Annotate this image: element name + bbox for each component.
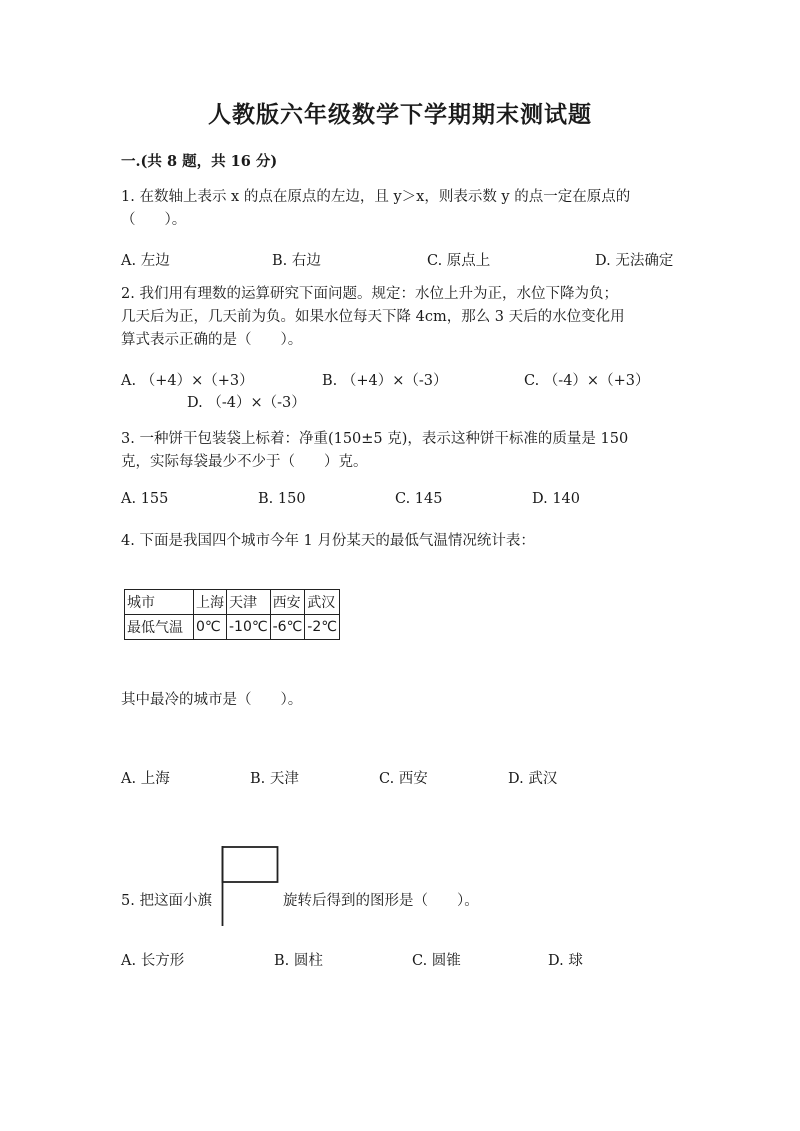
q4-option-b: B. 天津 — [250, 771, 299, 787]
question-3 — [121, 428, 628, 474]
table-cell: -10℃ — [227, 615, 271, 640]
q5-option-d: D. 球 — [548, 953, 583, 969]
q3-option-a: A. 155 — [121, 491, 169, 507]
q5-option-a: A. 长方形 — [121, 953, 185, 969]
table-header-row — [125, 590, 340, 615]
flag-figure — [221, 846, 279, 926]
q2-option-a: A. （+4）×（+3） — [121, 373, 254, 389]
q3-option-d: D. 140 — [532, 491, 581, 507]
question-3-line-1: 3. 一种饼干包装袋上标着：净重(150±5 克)，表示这种饼干标准的质量是 150 — [121, 431, 629, 447]
q2-option-d: D. （-4）×（-3） — [187, 395, 306, 411]
temperature-table — [124, 589, 340, 640]
question-1-line-1: 1. 在数轴上表示 x 的点在原点的左边，且 y＞x，则表示数 y 的点一定在原点的 — [121, 189, 631, 205]
table-row — [125, 615, 340, 640]
q4-option-d: D. 武汉 — [508, 771, 558, 787]
question-1 — [121, 186, 630, 232]
q3-option-c: C. 145 — [395, 491, 443, 507]
question-2-line-2: 几天后为正，几天前为负。如果水位每天下降 4cm，那么 3 天后的水位变化用 — [121, 309, 625, 325]
question-2-line-3: 算式表示正确的是（ ）。 — [121, 332, 303, 348]
page-title: 人教版六年级数学下学期期末测试题 — [208, 101, 592, 128]
q5-option-c: C. 圆锥 — [412, 953, 461, 969]
table-cell: 最低气温 — [125, 615, 194, 640]
table-cell: -6℃ — [270, 615, 305, 640]
question-4: 4. 下面是我国四个城市今年 1 月份某天的最低气温情况统计表： — [121, 533, 535, 549]
question-5-text: 5. 把这面小旗 — [121, 893, 212, 909]
section-heading: 一.(共 8 题，共 16 分) — [121, 153, 278, 170]
question-5-text-after: 旋转后得到的图形是（ ）。 — [283, 893, 479, 909]
table-cell: 天津 — [227, 590, 271, 615]
q1-option-d: D. 无法确定 — [595, 253, 674, 269]
table-cell: 0℃ — [194, 615, 227, 640]
table-cell: 上海 — [194, 590, 227, 615]
question-2-line-1: 2. 我们用有理数的运算研究下面问题。规定：水位上升为正，水位下降为负； — [121, 286, 618, 302]
question-3-line-2: 克，实际每袋最少不少于（ ）克。 — [121, 454, 368, 470]
q1-option-b: B. 右边 — [272, 253, 321, 269]
table-cell: -2℃ — [305, 615, 340, 640]
q3-option-b: B. 150 — [258, 491, 306, 507]
table-cell: 武汉 — [305, 590, 340, 615]
q5-option-b: B. 圆柱 — [274, 953, 323, 969]
question-1-line-2: （ ）。 — [121, 212, 187, 228]
question-4-followup: 其中最冷的城市是（ ）。 — [121, 692, 303, 708]
q2-option-c: C. （-4）×（+3） — [524, 373, 650, 389]
table-cell: 西安 — [270, 590, 305, 615]
q1-option-a: A. 左边 — [121, 253, 170, 269]
table-cell: 城市 — [125, 590, 194, 615]
q4-option-c: C. 西安 — [379, 771, 428, 787]
question-2 — [121, 283, 625, 352]
q1-option-c: C. 原点上 — [427, 253, 491, 269]
q4-option-a: A. 上海 — [121, 771, 170, 787]
q2-option-b: B. （+4）×（-3） — [322, 373, 448, 389]
